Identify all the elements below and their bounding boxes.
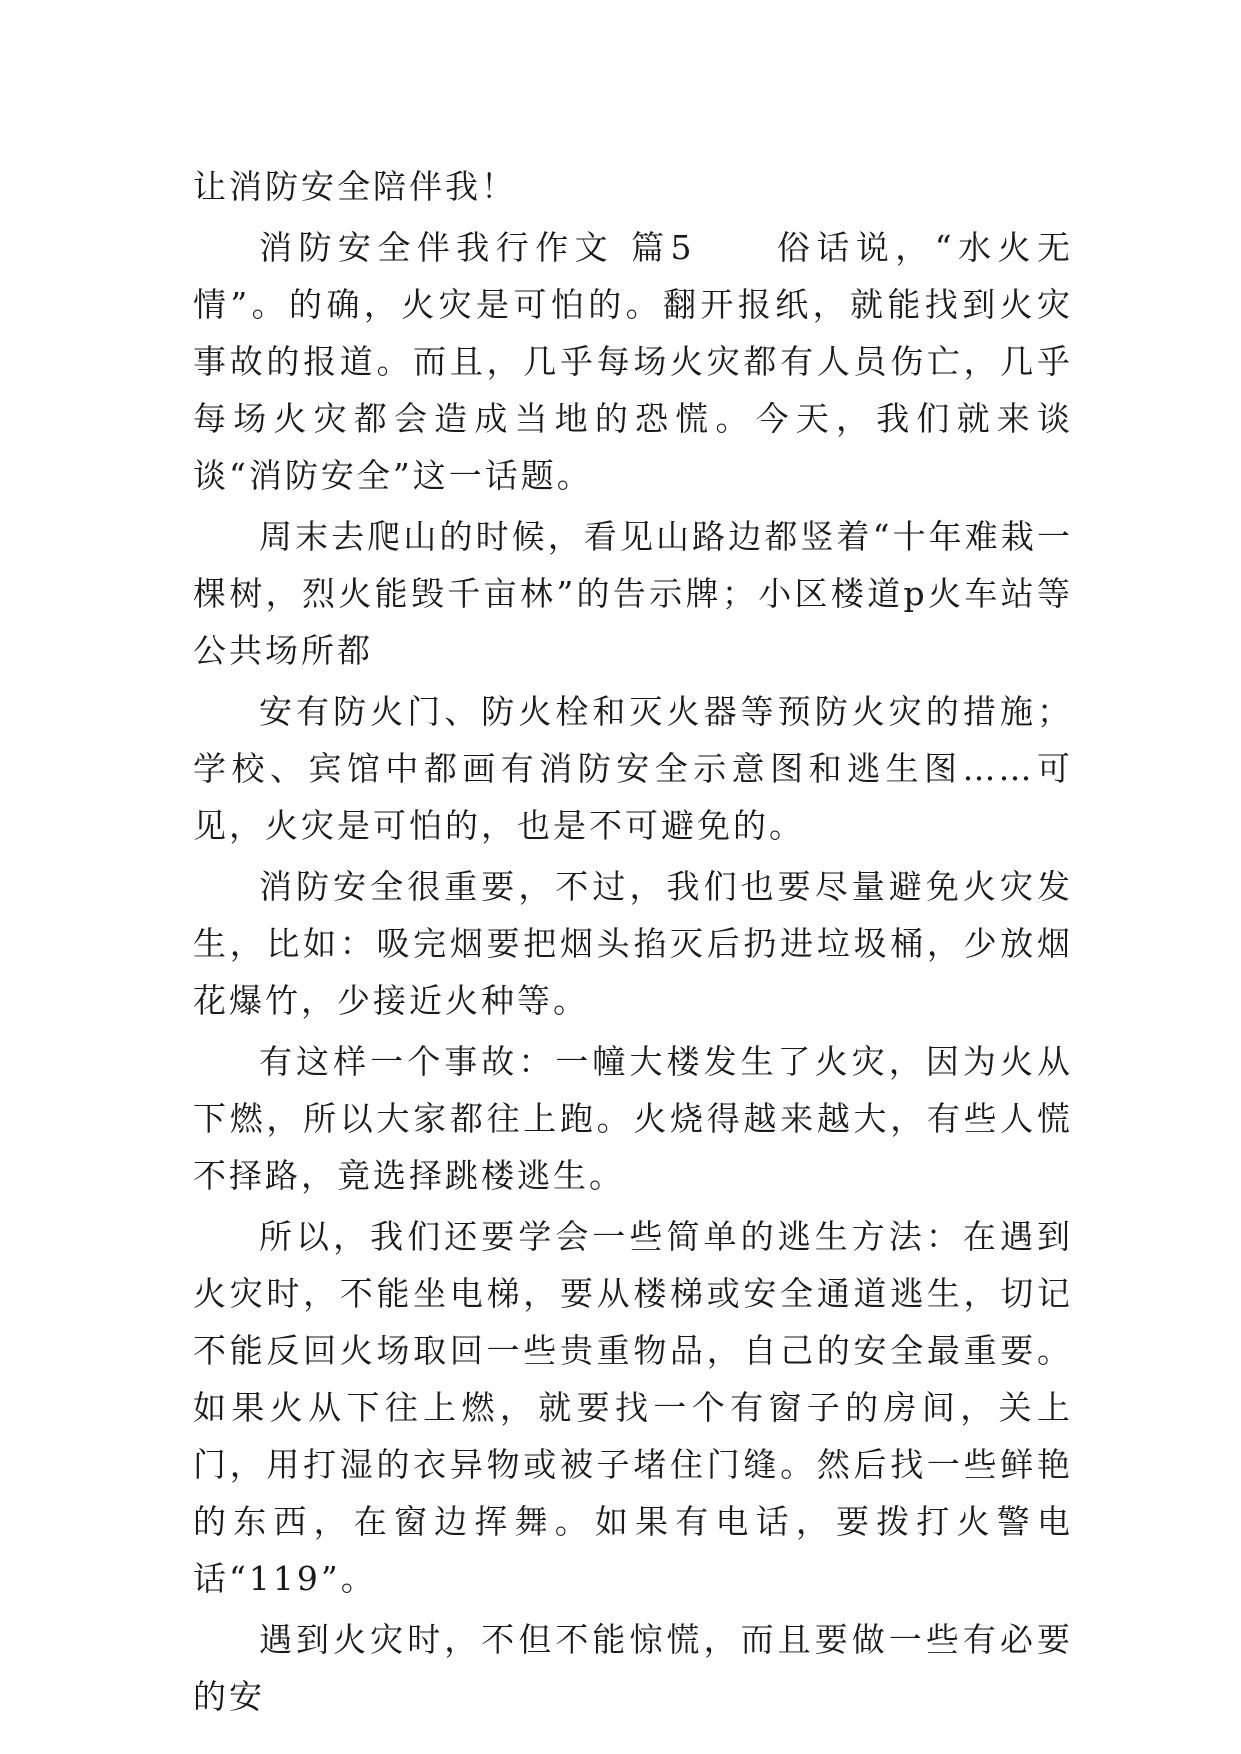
paragraph-accident-story: 有这样一个事故：一幢大楼发生了火灾，因为火从下燃，所以大家都往上跑。火烧得越来越大，有些人慌不择路，竟选择跳楼逃生。 <box>193 1042 1073 1195</box>
paragraph-fire-facilities: 安有防火门、防火栓和灭火器等预防火灾的措施；学校、宾馆中都画有消防安全示意图和逃生图……可见，火灾是可怕的，也是不可避免的。 <box>193 692 1073 845</box>
paragraph-escape-methods: 所以，我们还要学会一些简单的逃生方法：在遇到火灾时，不能坐电梯，要从楼梯或安全通道逃生，切记不能反回火场取回一些贵重物品，自己的安全最重要。如果火从下往上燃，就要找一个有窗子的房间，关上门，用打湿的衣异物或被子堵住门缝。然后找一些鲜艳的东西，在窗边挥舞。如果有电话，要拨打火警电话“119”。 <box>193 1217 1073 1598</box>
paragraph-essay-5-intro: 消防安全伴我行作文 篇5 俗话说，“水火无情”。的确，火灾是可怕的。翻开报纸，就能找到火灾事故的报道。而且，几乎每场火灾都有人员伤亡，几乎每场火灾都会造成当地的恐慌。今天，我们就来谈谈“消防安全”这一话题。 <box>193 228 1073 495</box>
paragraph-stay-calm: 遇到火灾时，不但不能惊慌，而且要做一些有必要的安 <box>193 1620 1073 1716</box>
paragraph-avoid-fire: 消防安全很重要，不过，我们也要尽量避免火灾发生，比如：吸完烟要把烟头掐灭后扔进垃圾桶，少放烟花爆竹，少接近火种等。 <box>193 867 1073 1020</box>
paragraph-closing-line: 让消防安全陪伴我！ <box>193 167 517 206</box>
paragraph-weekend-hiking: 周末去爬山的时候，看见山路边都竖着“十年难栽一棵树，烈火能毁千亩林”的告示牌；小区楼道p火车站等公共场所都 <box>193 517 1073 670</box>
document-body <box>193 158 1073 1729</box>
